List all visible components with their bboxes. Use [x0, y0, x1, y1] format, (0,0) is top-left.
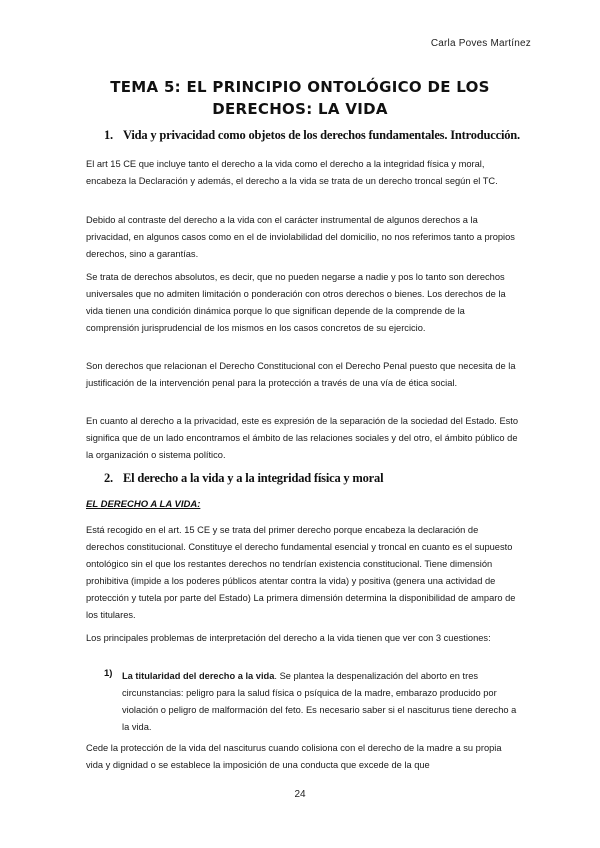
page-header-author: Carla Poves Martínez — [430, 38, 531, 49]
page-number: 24 — [294, 789, 306, 800]
list-item-number: 1) — [104, 668, 113, 679]
section-1-heading — [104, 128, 520, 143]
section-2-paragraph-2: Los principales problemas de interpretación del derecho a la vida tienen que ver con 3 cuestiones: — [86, 633, 491, 643]
section-2-heading — [104, 471, 383, 486]
paragraph-1: El art 15 CE que incluye tanto el derecho a la vida como el derecho a la integridad física y moral, encabeza la Declaración y además, el derecho a la vida se trata de un derecho troncal según el TC. — [86, 159, 498, 186]
chapter-title: TEMA 5: EL PRINCIPIO ONTOLÓGICO DE LOS DERECHOS: LA VIDA — [110, 78, 490, 118]
list-item-bold-lead: La titularidad del derecho a la vida — [122, 671, 275, 681]
paragraph-3: Se trata de derechos absolutos, es decir, que no pueden negarse a nadie y pos lo tanto son derechos universales que no admiten limitación o ponderación con otros derechos o bienes. Los derechos de la vida tienen una condición dinámica porque lo que significan depende de la comprende de la comprensión jurisprudencial de los mismos en los casos concretos de su ejercicio. — [86, 272, 506, 333]
list-item — [122, 668, 520, 736]
paragraph-5: En cuanto al derecho a la privacidad, este es expresión de la separación de la sociedad del Estado. Esto significa que de un lado encontramos el ámbito de las relaciones sociales y del otro, el ámbito público de la organización o sistema político. — [86, 416, 519, 460]
section-2-number: 2. — [104, 471, 113, 485]
section-1-number: 1. — [104, 128, 113, 142]
section-1-heading-text: Vida y privacidad como objetos de los derechos fundamentales. Introducción. — [123, 128, 520, 142]
paragraph-2: Debido al contraste del derecho a la vida con el carácter instrumental de algunos derechos a la privacidad, en algunos casos como en el de inviolabilidad del domicilio, no nos referimos tanto a propios derechos, sino a garantías. — [86, 215, 515, 259]
subsection-heading: EL DERECHO A LA VIDA: — [86, 499, 201, 510]
paragraph-4: Son derechos que relacionan el Derecho Constitucional con el Derecho Penal puesto que necesita de la justificación de la intervención penal para la protección a través de una vía de ética social. — [86, 361, 516, 388]
closing-paragraph: Cede la protección de la vida del nasciturus cuando colisiona con el derecho de la madre a su propia vida y dignidad o se establece la imposición de una conducta que excede de la que — [86, 743, 502, 770]
section-2-heading-text: El derecho a la vida y a la integridad física y moral — [123, 471, 384, 485]
section-2-paragraph-1: Está recogido en el art. 15 CE y se trata del primer derecho porque encabeza la declaración de derechos constitucional. Constituye el derecho fundamental esencial y troncal en cuanto es el supuesto ontológico sin el que los restantes derechos no tendrían existencia constitucional. Tiene dimensión prohibitiva (impide a los poderes públicos atentar contra la vida) y positiva (genera una actividad de protección y tutela por parte del Estado) La primera dimensión determina la disponibilidad de amparo de los titulares. — [86, 525, 516, 620]
list-item-text: . Se plantea la despenalización del aborto en tres circunstancias: peligro para la salud física o psíquica de la madre, embarazo producido por violación o peligro de malformación del feto. Es necesario saber si el nasciturus tiene derecho a la vida. — [122, 671, 517, 732]
